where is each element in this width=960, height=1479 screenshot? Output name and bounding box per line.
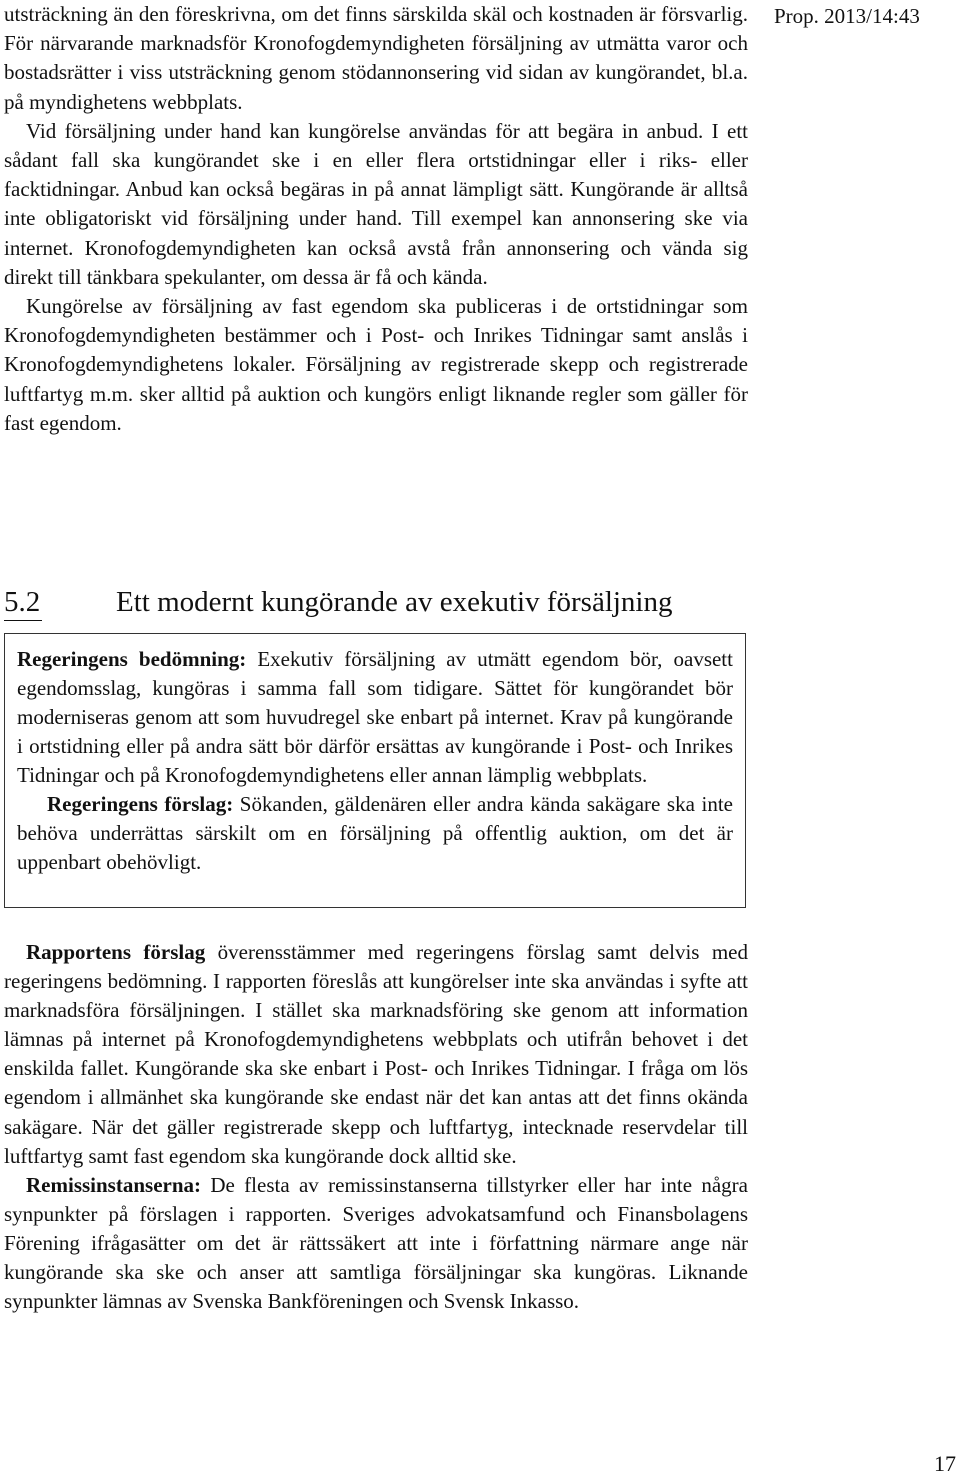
government-proposal-label: Regeringens förslag:	[47, 792, 234, 816]
paragraph-real-estate-announcement: Kungörelse av försäljning av fast egendom ska publiceras i de ortstidningar som Kronofogdemyndigheten bestämmer och i Post- och Inrikes Tidningar samt anslås i Kronofogdemyndighetens lokaler. Försäljning av registrerade skepp och registrerade luftfartyg m.m. sker alltid på auktion och kungörs enligt liknande regler som gäller för fast egendom.	[4, 294, 748, 435]
section-title: Ett modernt kungörande av exekutiv försäljning	[116, 586, 673, 618]
section-heading	[4, 582, 673, 622]
proposition-reference: Prop. 2013/14:43	[774, 4, 920, 28]
referral-bodies	[4, 1171, 748, 1316]
section-number-underline	[4, 620, 42, 621]
referral-bodies-text: De flesta av remissinstanserna tillstyrker eller har inte några synpunkter på förslagen i rapporten. Sveriges advokatsamfund och Finansbolagens Förening ifrågasätter om det är rättssäkert att inte i författning närmare ange när kungörande ska ske och anser att samtliga försäljningar ska kungöras. Liknande synpunkter lämnas av Svenska Bankföreningen och Svensk Inkasso.	[4, 1172, 748, 1314]
paragraph-sale-under-hand: Vid försäljning under hand kan kungörelse användas för att begära in anbud. I ett sådant fall ska kungörandet ske i en eller flera ortstidningar eller i riks- eller facktidningar. Anbud kan också begäras in på annat lämpligt sätt. Kungörande är alltså inte obligatoriskt vid försäljning under hand. Till exempel kan annonsering ske via internet. Kronofogdemyndigheten kan också avstå från annonsering och vända sig direkt till tänkbara spekulanter, om dessa är få och kända.	[4, 118, 748, 289]
government-assessment-box	[4, 633, 746, 908]
paragraph-cost-continuation: utsträckning än den föreskrivna, om det finns särskilda skäl och kostnaden är försvarlig. För närvarande marknadsför Kronofogdemyndigheten försäljning av utmätta varor och bostadsrätter i viss utsträckning genom stödannonsering vid sidan av kungörandet, bl.a. på myndighetens webbplats.	[4, 2, 748, 114]
government-assessment	[17, 645, 733, 790]
section-number: 5.2	[4, 586, 41, 618]
referral-bodies-label: Remissinstanserna:	[26, 1172, 202, 1197]
government-proposal	[17, 790, 733, 877]
lower-body-text	[4, 938, 748, 1316]
government-assessment-text: Exekutiv försäljning av utmätt egendom bör, oavsett egendomsslag, kungöras i samma fall som tidigare. Sättet för kungörandet bör moderniseras genom att som huvudregel ske enbart på internet. Krav på kungörande i ortstidning eller på andra sätt bör därför ersättas av kungörande i Post- och Inrikes Tidningar och på Kronofogdemyndighetens eller annan lämplig webbplats.	[17, 647, 733, 787]
report-proposal	[4, 938, 748, 1171]
page-number: 17	[934, 1451, 956, 1476]
government-proposal-text: Sökanden, gäldenären eller andra kända sakägare ska inte behöva underrättas särskilt om en försäljning på offentlig auktion, om det är uppenbart obehövligt.	[17, 792, 733, 874]
report-proposal-label: Rapportens förslag	[26, 940, 206, 964]
government-assessment-label: Regeringens bedömning:	[17, 647, 247, 671]
top-body-text	[4, 0, 748, 438]
report-proposal-text: överensstämmer med regeringens förslag samt delvis med regeringens bedömning. I rapporten föreslås att kungörelser inte ska användas i syfte att marknadsföra försäljningen. I stället ska marknadsföring ske genom att information lämnas på internet på Kronofogdemyndighetens webbplats och utifrån behovet i det enskilda fallet. Kungörande ska ske enbart i Post- och Inrikes Tidningar. I fråga om lös egendom i allmänhet ska kungörande ske endast när det kan antas att det finns okända sakägare. När det gäller registrerade skepp och luftfartyg, intecknade reservdelar till luftfartyg samt fast egendom ska kungörande dock alltid ske.	[4, 940, 748, 1168]
